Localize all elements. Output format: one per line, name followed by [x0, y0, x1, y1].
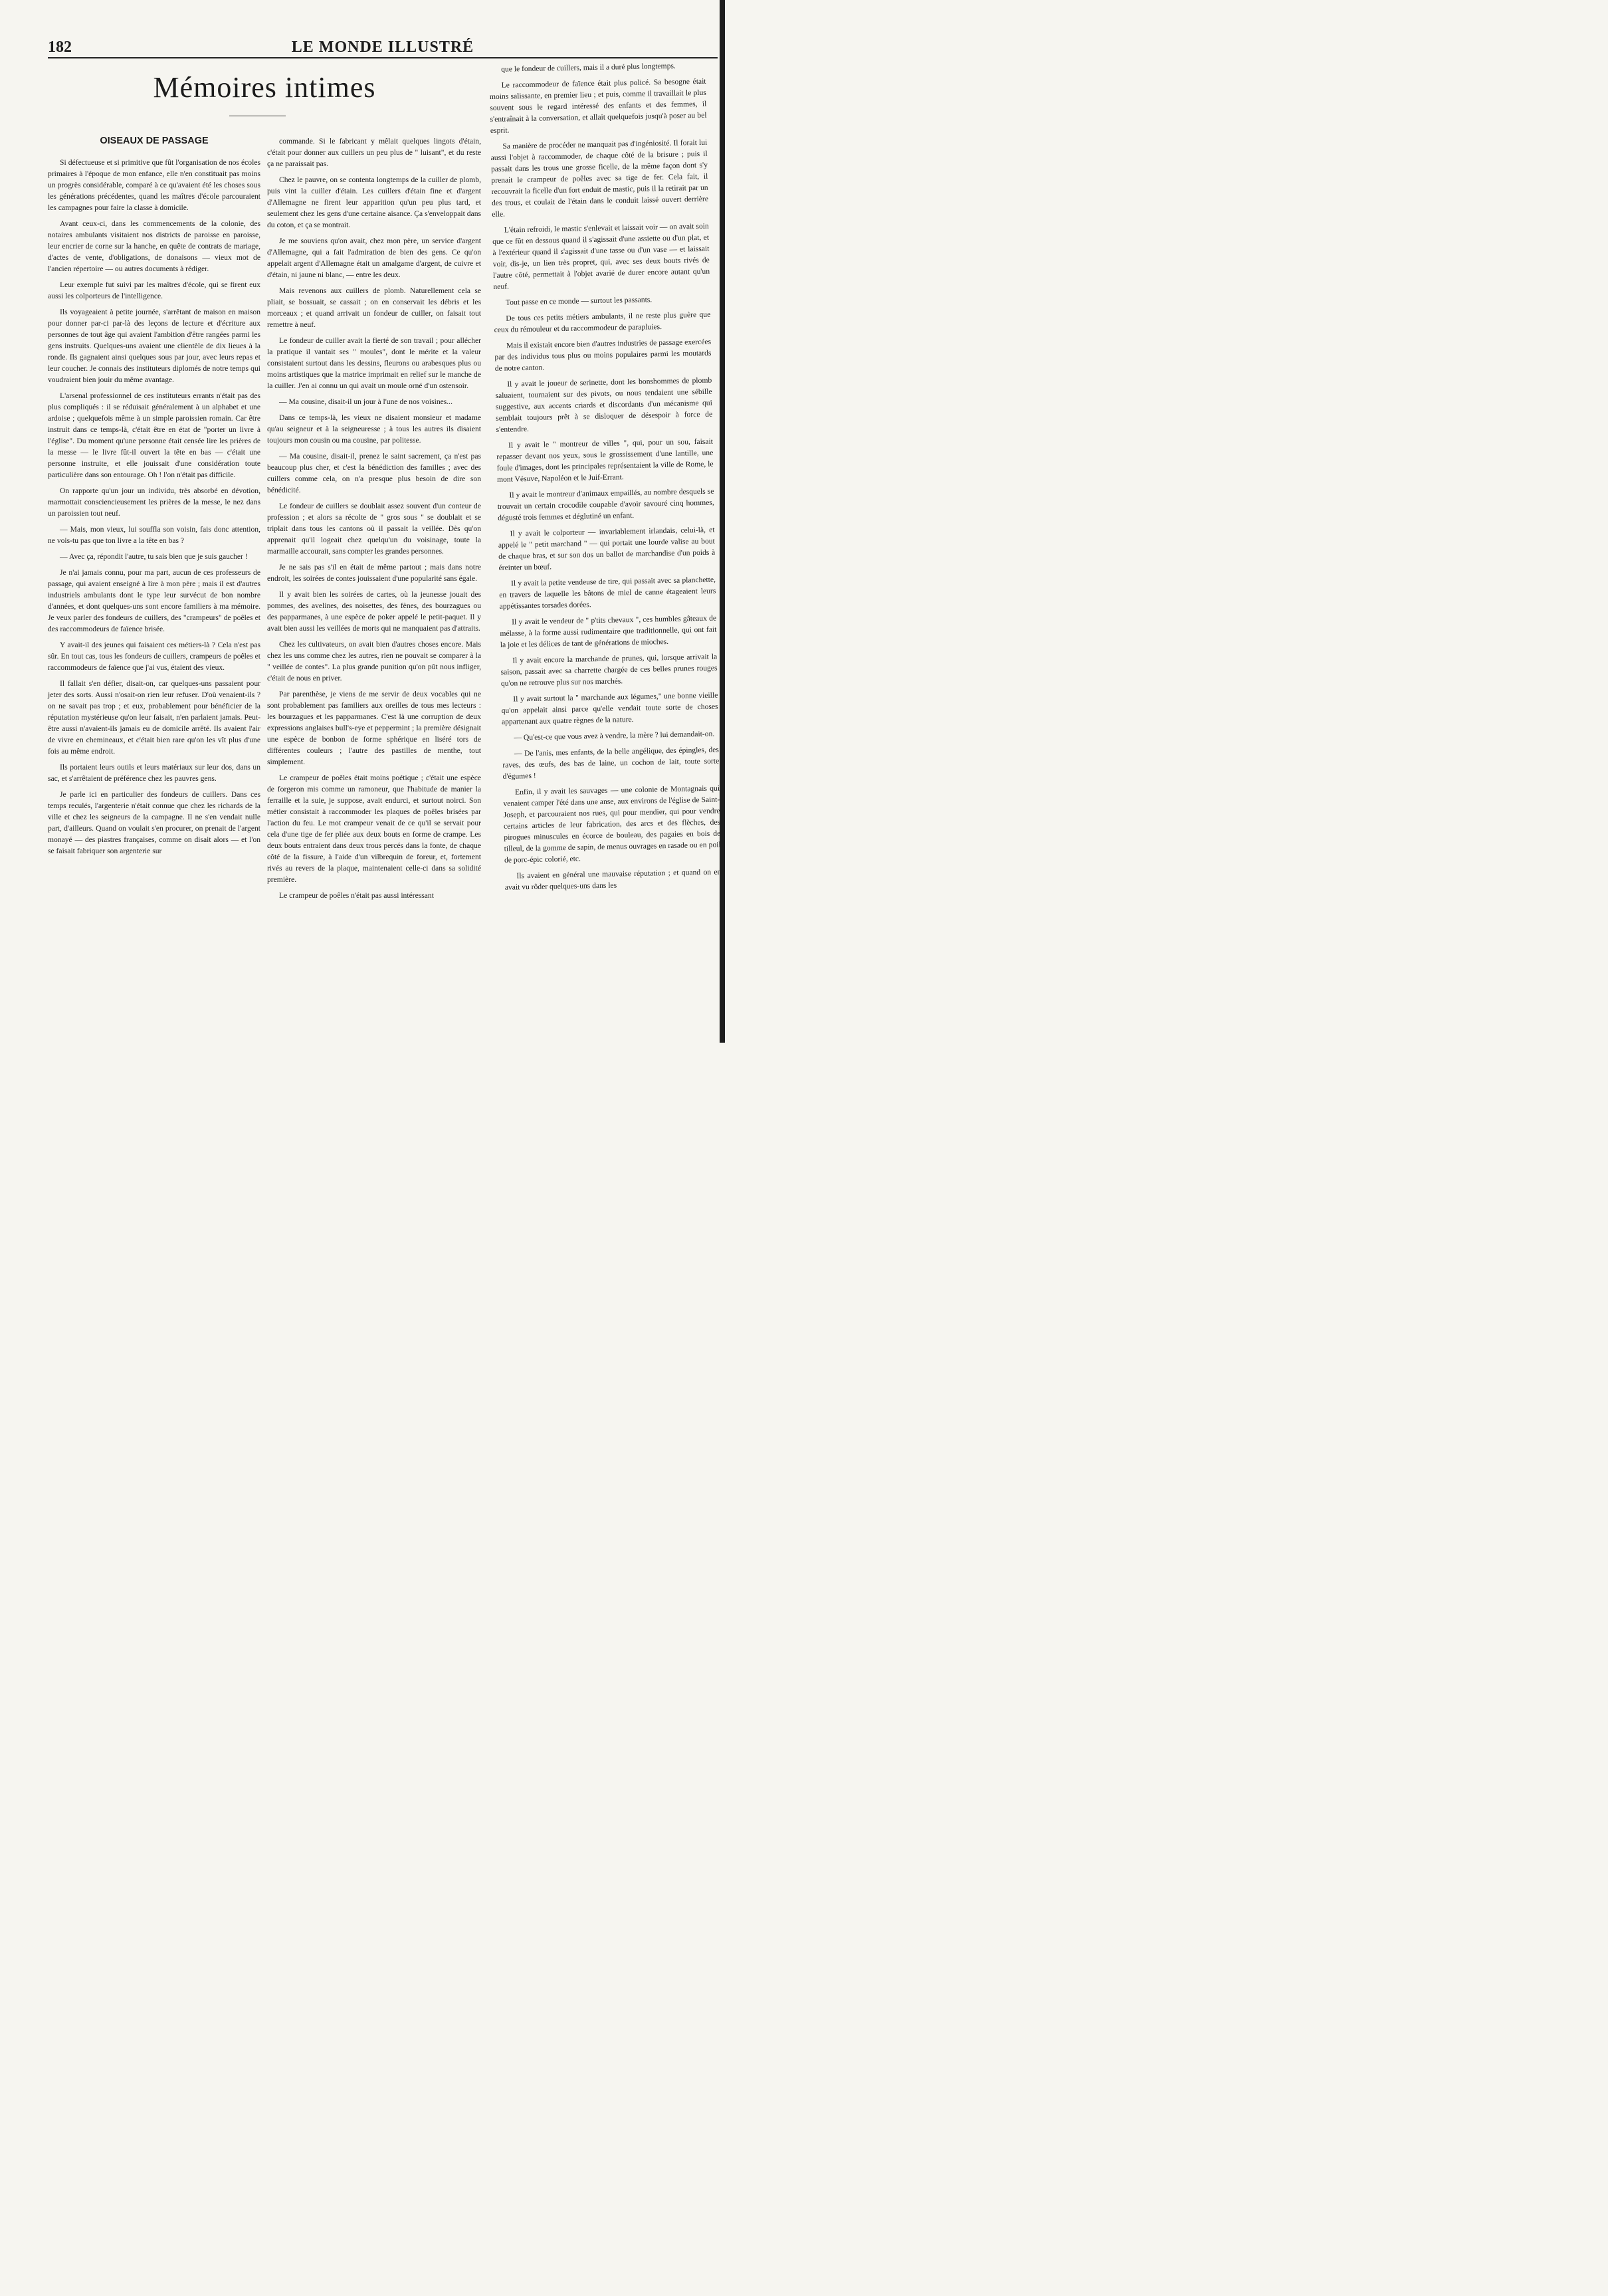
- paragraph: Ils avaient en général une mauvaise réputation ; et quand on en avait vu rôder quelques-uns dans les: [504, 867, 722, 892]
- paragraph: Sa manière de procéder ne manquait pas d'ingéniosité. Il forait lui aussi l'objet à raccommoder, de chaque côté de la brisure ; puis il passait dans les trous une grosse ficelle, de la même façon dont s'y prenait le crampeur de poêles avec sa tige de fer. Cela fait, il recouvrait la ficelle d'un fort enduit de mastic, puis il la retirait par un des trous, et coulait de l'étain dans le conduit laissé ouvert derrière elle.: [490, 138, 709, 219]
- page-number: 182: [48, 39, 72, 56]
- paragraph: Il y avait la petite vendeuse de tire, qui passait avec sa planchette, en travers de laquelle les bâtons de miel de canne étageaient leurs appétissantes torsades dorées.: [499, 575, 716, 611]
- page-header: [48, 35, 718, 56]
- article-subheading: OISEAUX DE PASSAGE: [100, 136, 209, 146]
- paragraph: Le fondeur de cuiller avait la fierté de son travail ; pour allécher la pratique il vantait ses " moules", dont le mérite et la valeur consistaient surtout dans les dessins, fleurons ou arabesques plus ou moins artistiques que la matrice imprimait en relief sur le manche de la cuiller. J'en ai connu un qui avait un moule orné d'un ostensoir.: [267, 336, 481, 390]
- paragraph: — Mais, mon vieux, lui souffla son voisin, fais donc attention, ne vois-tu pas que ton livre a la tête en bas ?: [48, 525, 260, 545]
- paragraph: que le fondeur de cuillers, mais il a duré plus longtemps.: [501, 61, 676, 74]
- paragraph: Tout passe en ce monde — surtout les passants.: [505, 295, 653, 307]
- paragraph: Dans ce temps-là, les vieux ne disaient monsieur et madame qu'au seigneur et à la seigneuresse ; à tous les autres ils disaient toujours mon cousin ou ma cousine, par politesse.: [267, 413, 481, 445]
- paragraph: Ils portaient leurs outils et leurs matériaux sur leur dos, dans un sac, et s'arrêtaient de préférence chez les pauvres gens.: [48, 763, 260, 783]
- masthead: LE MONDE ILLUSTRÉ: [291, 39, 474, 56]
- paragraph: Leur exemple fut suivi par les maîtres d'école, qui se firent eux aussi les colporteurs de l'intelligence.: [48, 280, 260, 300]
- paragraph: Enfin, il y avait les sauvages — une colonie de Montagnais qui venaient camper l'été dans une anse, aux environs de l'église de Saint-Joseph, et parcouraient nos rues, qui pour mendier, qui pour vendre certains articles de leur fabrication, des arcs et des flèches, des pirogues minuscules en écorce de bouleau, des pagaies en bois de tilleul, de la gomme de sapin, de menus ouvrages en rasade ou en poil de porc-épic colorié, etc.: [503, 783, 721, 865]
- paragraph: Il y avait bien les soirées de cartes, où la jeunesse jouait des pommes, des avelines, des noisettes, des fènes, des bourzagues ou des papparmanes, à une espèce de poker appelé le petit-paquet. Il y avait bien aussi les veillées de morts qui ne manquaient pas d'attraits.: [267, 590, 481, 633]
- paragraph: Y avait-il des jeunes qui faisaient ces métiers-là ? Cela n'est pas sûr. En tout cas, tous les fondeurs de cuillers, crampeurs de poêles et raccommodeurs de faïence que j'ai vus, étaient des vieux.: [48, 641, 260, 672]
- paragraph: Ils voyageaient à petite journée, s'arrêtant de maison en maison pour donner par-ci par-là des leçons de lecture et d'écriture aux personnes de tout âge qui avaient l'ambition d'être rangées parmi les gens instruits. Quelques-uns avaient une clientèle de dix lieues à la ronde. Ils gagnaient ainsi quelques sous par jour, avec leurs repas et leur coucher. Je connais des instituteurs diplomés de notre temps qui voudraient bien jouir du même avantage.: [48, 308, 260, 384]
- paragraph: L'étain refroidi, le mastic s'enlevait et laissait voir — on avait soin que ce fût en dessous quand il s'agissait d'une assiette ou d'un plat, et à l'extérieur quand il s'agissait d'une tasse ou d'un vase — et laissait voir, dis-je, un lien très propret, qui, avec ses deux bouts rivés de l'autre côté, permettait à l'objet avarié de durer encore autant qu'un neuf.: [492, 221, 710, 291]
- paragraph: Mais revenons aux cuillers de plomb. Naturellement cela se pliait, se bossuait, se cassait ; on en conservait les débris et les morceaux ; et quand arrivait un fondeur de cuiller, on faisait tout remettre à neuf.: [267, 286, 481, 329]
- paragraph: Chez les cultivateurs, on avait bien d'autres choses encore. Mais chez les uns comme chez les autres, rien ne pouvait se comparer à la " veillée de contes". La plus grande punition qu'on pût nous infliger, c'était de nous en priver.: [267, 640, 481, 682]
- paragraph: De tous ces petits métiers ambulants, il ne reste plus guère que ceux du rémouleur et du raccommodeur de parapluies.: [494, 310, 711, 334]
- paragraph: Il y avait le colporteur — invariablement irlandais, celui-là, et appelé le " petit marchand " — qui portait une lourde valise au bout de chaque bras, et sur son dos un ballot de marchandise d'un poids à éreinter un bœuf.: [498, 525, 716, 572]
- paragraph: Chez le pauvre, on se contenta longtemps de la cuiller de plomb, puis vint la cuiller d'étain. Les cuillers d'étain fine et d'argent d'Allemagne ne firent leur apparition qu'un peu plus tard, et seulement chez les gens d'une certaine aisance. Ça s'enveloppait dans du coton, et ça se montrait.: [267, 175, 481, 229]
- paragraph: — Ma cousine, disait-il, prenez le saint sacrement, ça n'est pas beaucoup plus cher, et c'est la bénédiction des familles ; avec des cuillers comme cela, on n'a presque plus besoin de dire son bénédicité.: [267, 452, 481, 494]
- column-1: [48, 157, 260, 861]
- paragraph: Il y avait le joueur de serinette, dont les bonshommes de plomb saluaient, tournaient sur des pivots, ou nous tendaient une sébille suggestive, aux accents criards et discordants d'un mécanisme qui semblait toujours prêt à se disloquer de désespoir à force de s'entendre.: [495, 375, 713, 434]
- paragraph: Le crampeur de poêles n'était pas aussi intéressant: [279, 891, 434, 900]
- paragraph: — De l'anis, mes enfants, de la belle angélique, des épingles, des raves, des œufs, des bas de laine, un cochon de lait, toute sorte d'égumes !: [502, 745, 720, 781]
- paragraph: Il y avait encore la marchande de prunes, qui, lorsque arrivait la saison, passait avec sa charrette chargée de ces belles prunes rouges qu'on ne retrouve plus sur nos marchés.: [500, 652, 718, 688]
- paragraph: Je me souviens qu'on avait, chez mon père, un service d'argent d'Allemagne, qui a fait l'admiration de bien des gens. Ce qu'on appelait argent d'Allemagne était un amalgame d'argent, de cuivre et d'étain, ni jaune ni blanc, — entre les deux.: [267, 237, 481, 279]
- paragraph: Il y avait le montreur d'animaux empaillés, au nombre desquels se trouvait un certain crocodile coupable d'avoir savouré cinq hommes, dégusté trois femmes et déglutiné un enfant.: [497, 486, 714, 522]
- paragraph: Le crampeur de poêles était moins poétique ; c'était une espèce de forgeron mis comme un ramoneur, que l'habitude de manier la ferraille et la suie, je suppose, avait endurci, et surtout noirci. Son métier consistait à raccommoder les plaques de poêles brisées par l'action du feu. Le mot crampeur venait de ce qu'il se servait pour cela d'une tige de fer pliée aux deux bouts en forme de crampe. Les deux bouts entraient dans deux trous percés dans la fonte, de chaque côté de la fissure, à l'aide d'un vilbrequin de foreur, et, fortement rivés au revers de la plaque, maintenaient celle-ci dans sa solidité première.: [267, 774, 481, 884]
- paragraph: commande. Si le fabricant y mêlait quelques lingots d'étain, c'était pour donner aux cuillers un peu plus de " luisant", et du reste ça ne paraissait pas.: [267, 137, 481, 168]
- article-title: Mémoires intimes: [153, 71, 376, 104]
- paragraph: Il y avait le vendeur de " p'tits chevaux ", ces humbles gâteaux de mélasse, à la forme aussi rudimentaire que traditionnelle, qui ont fait la joie et les délices de tant de générations de mioches.: [500, 613, 717, 649]
- paragraph: Il y avait le " montreur de villes ", qui, pour un sou, faisait repasser devant nos yeux, sous le grossissement d'une lantille, une foule d'images, dont les principales représentaient la ville de Rome, le mont Vésuve, Napoléon et le Juif-Errant.: [496, 437, 714, 484]
- paragraph: Mais il existait encore bien d'autres industries de passage exercées par des individus tous plus ou moins populaires parmi les moutards de notre canton.: [494, 337, 712, 373]
- paragraph: Si défectueuse et si primitive que fût l'organisation de nos écoles primaires à l'époque de mon enfance, elle n'en constituait pas moins un progrès considérable, comparé à ce qu'avaient été les choses sous les générations précédentes, quand les maîtres d'école parcouraient les campagnes pour faire la classe à domicile.: [48, 158, 260, 212]
- paragraph: — Ma cousine, disait-il un jour à l'une de nos voisines...: [279, 397, 452, 406]
- paragraph: Il fallait s'en défier, disait-on, car quelques-uns passaient pour jeter des sorts. Aussi n'osait-on rien leur refuser. D'où venaient-ils ? on ne savait pas trop ; et eux, probablement pour bénéficier de la réputation mystérieuse qu'on leur faisait, n'en parlaient jamais. Peut-être aussi n'avaient-ils jamais eu de domicile arrêté. Ils avaient l'air de vivre en chemineaux, et c'était bien rare qu'on les vît plus d'une fois au même endroit.: [48, 679, 260, 756]
- paragraph: — Avec ça, répondit l'autre, tu sais bien que je suis gaucher !: [60, 552, 248, 561]
- header-rule: [48, 57, 718, 58]
- paragraph: Il y avait surtout la " marchande aux légumes," une bonne vieille qu'on appelait ainsi parce qu'elle vendait toute sorte de choses appartenant aux quatre règnes de la nature.: [501, 690, 718, 726]
- column-2: [267, 136, 481, 906]
- paragraph: L'arsenal professionnel de ces instituteurs errants n'était pas des plus compliqués : il se réduisait généralement à un alphabet et une ardoise ; quelquefois même à un simple paroissien romain. Car être instruit dans ce temps-là, c'était être en état de "porter un livre à l'église". Du moment qu'une personne était censée lire les prières de la messe — le livre fût-il ouvert la tête en bas — c'était une personne instruite, et elle jouissait d'une considération toute particulière dans son entourage. Oh ! l'on n'était pas difficile.: [48, 391, 260, 479]
- paragraph: Je n'ai jamais connu, pour ma part, aucun de ces professeurs de passage, qui avaient enseigné à lire à mon père ; mais il est d'autres industriels ambulants dont le type leur survécut de bon nombre d'années, et dont quelques-uns sont encore familiers à ma mémoire. Je veux parler des fondeurs de cuillers, des "crampeurs" de poêles et des raccommodeurs de faïence brisée.: [48, 568, 260, 633]
- column-3: [489, 60, 722, 898]
- paragraph: Le raccommodeur de faïence était plus policé. Sa besogne était moins salissante, en premier lieu ; et puis, comme il travaillait le plus souvent sous le regard intéressé des enfants et des femmes, il s'entraînait à la conversation, et allait quelquefois jusqu'à poser au bel esprit.: [489, 76, 707, 135]
- paragraph: — Qu'est-ce que vous avez à vendre, la mère ? lui demandait-on.: [514, 729, 715, 742]
- paragraph: Par parenthèse, je viens de me servir de deux vocables qui ne sont probablement pas familiers aux oreilles de tous mes lecteurs : les bourzagues et les papparmanes. C'est là une corruption de deux expressions anglaises bull's-eye et peppermint ; la première désignait une espèce de bonbon de forme sphérique en liséré tors de différentes couleurs ; l'autre des pastilles de menthe, tout simplement.: [267, 690, 481, 766]
- paragraph: On rapporte qu'un jour un individu, très absorbé en dévotion, marmottait consciencieusement les prières de la messe, le nez dans un paroissien tout neuf.: [48, 486, 260, 518]
- paragraph: Le fondeur de cuillers se doublait assez souvent d'un conteur de profession ; et alors sa récolte de " gros sous " se doublait et se triplait dans tous les cantons où il passait la veillée. Dès qu'on apprenait qu'il logeait chez quelqu'un du voisinage, toute la marmaille accourait, sans compter les grandes personnes.: [267, 502, 481, 556]
- paragraph: Je parle ici en particulier des fondeurs de cuillers. Dans ces temps reculés, l'argenterie n'était connue que chez les richards de la ville et chez les seigneurs de la campagne. Il ne s'en vendait nulle part, d'ailleurs. Quand on voulait s'en procurer, on prenait de l'argent monayé — des piastres françaises, comme on disait alors — et l'on se faisait fabriquer son argenterie sur: [48, 790, 260, 855]
- paragraph: Je ne sais pas s'il en était de même partout ; mais dans notre endroit, les soirées de contes jouissaient d'une popularité sans égale.: [267, 563, 481, 583]
- paragraph: Avant ceux-ci, dans les commencements de la colonie, des notaires ambulants visitaient nos districts de paroisse en paroisse, leur encrier de corne sur la hanche, en quête de contrats de mariage, d'actes de vente, d'obligations, de donaisons — vieux mot de l'ancien répertoire — ou autres documents à rédiger.: [48, 219, 260, 273]
